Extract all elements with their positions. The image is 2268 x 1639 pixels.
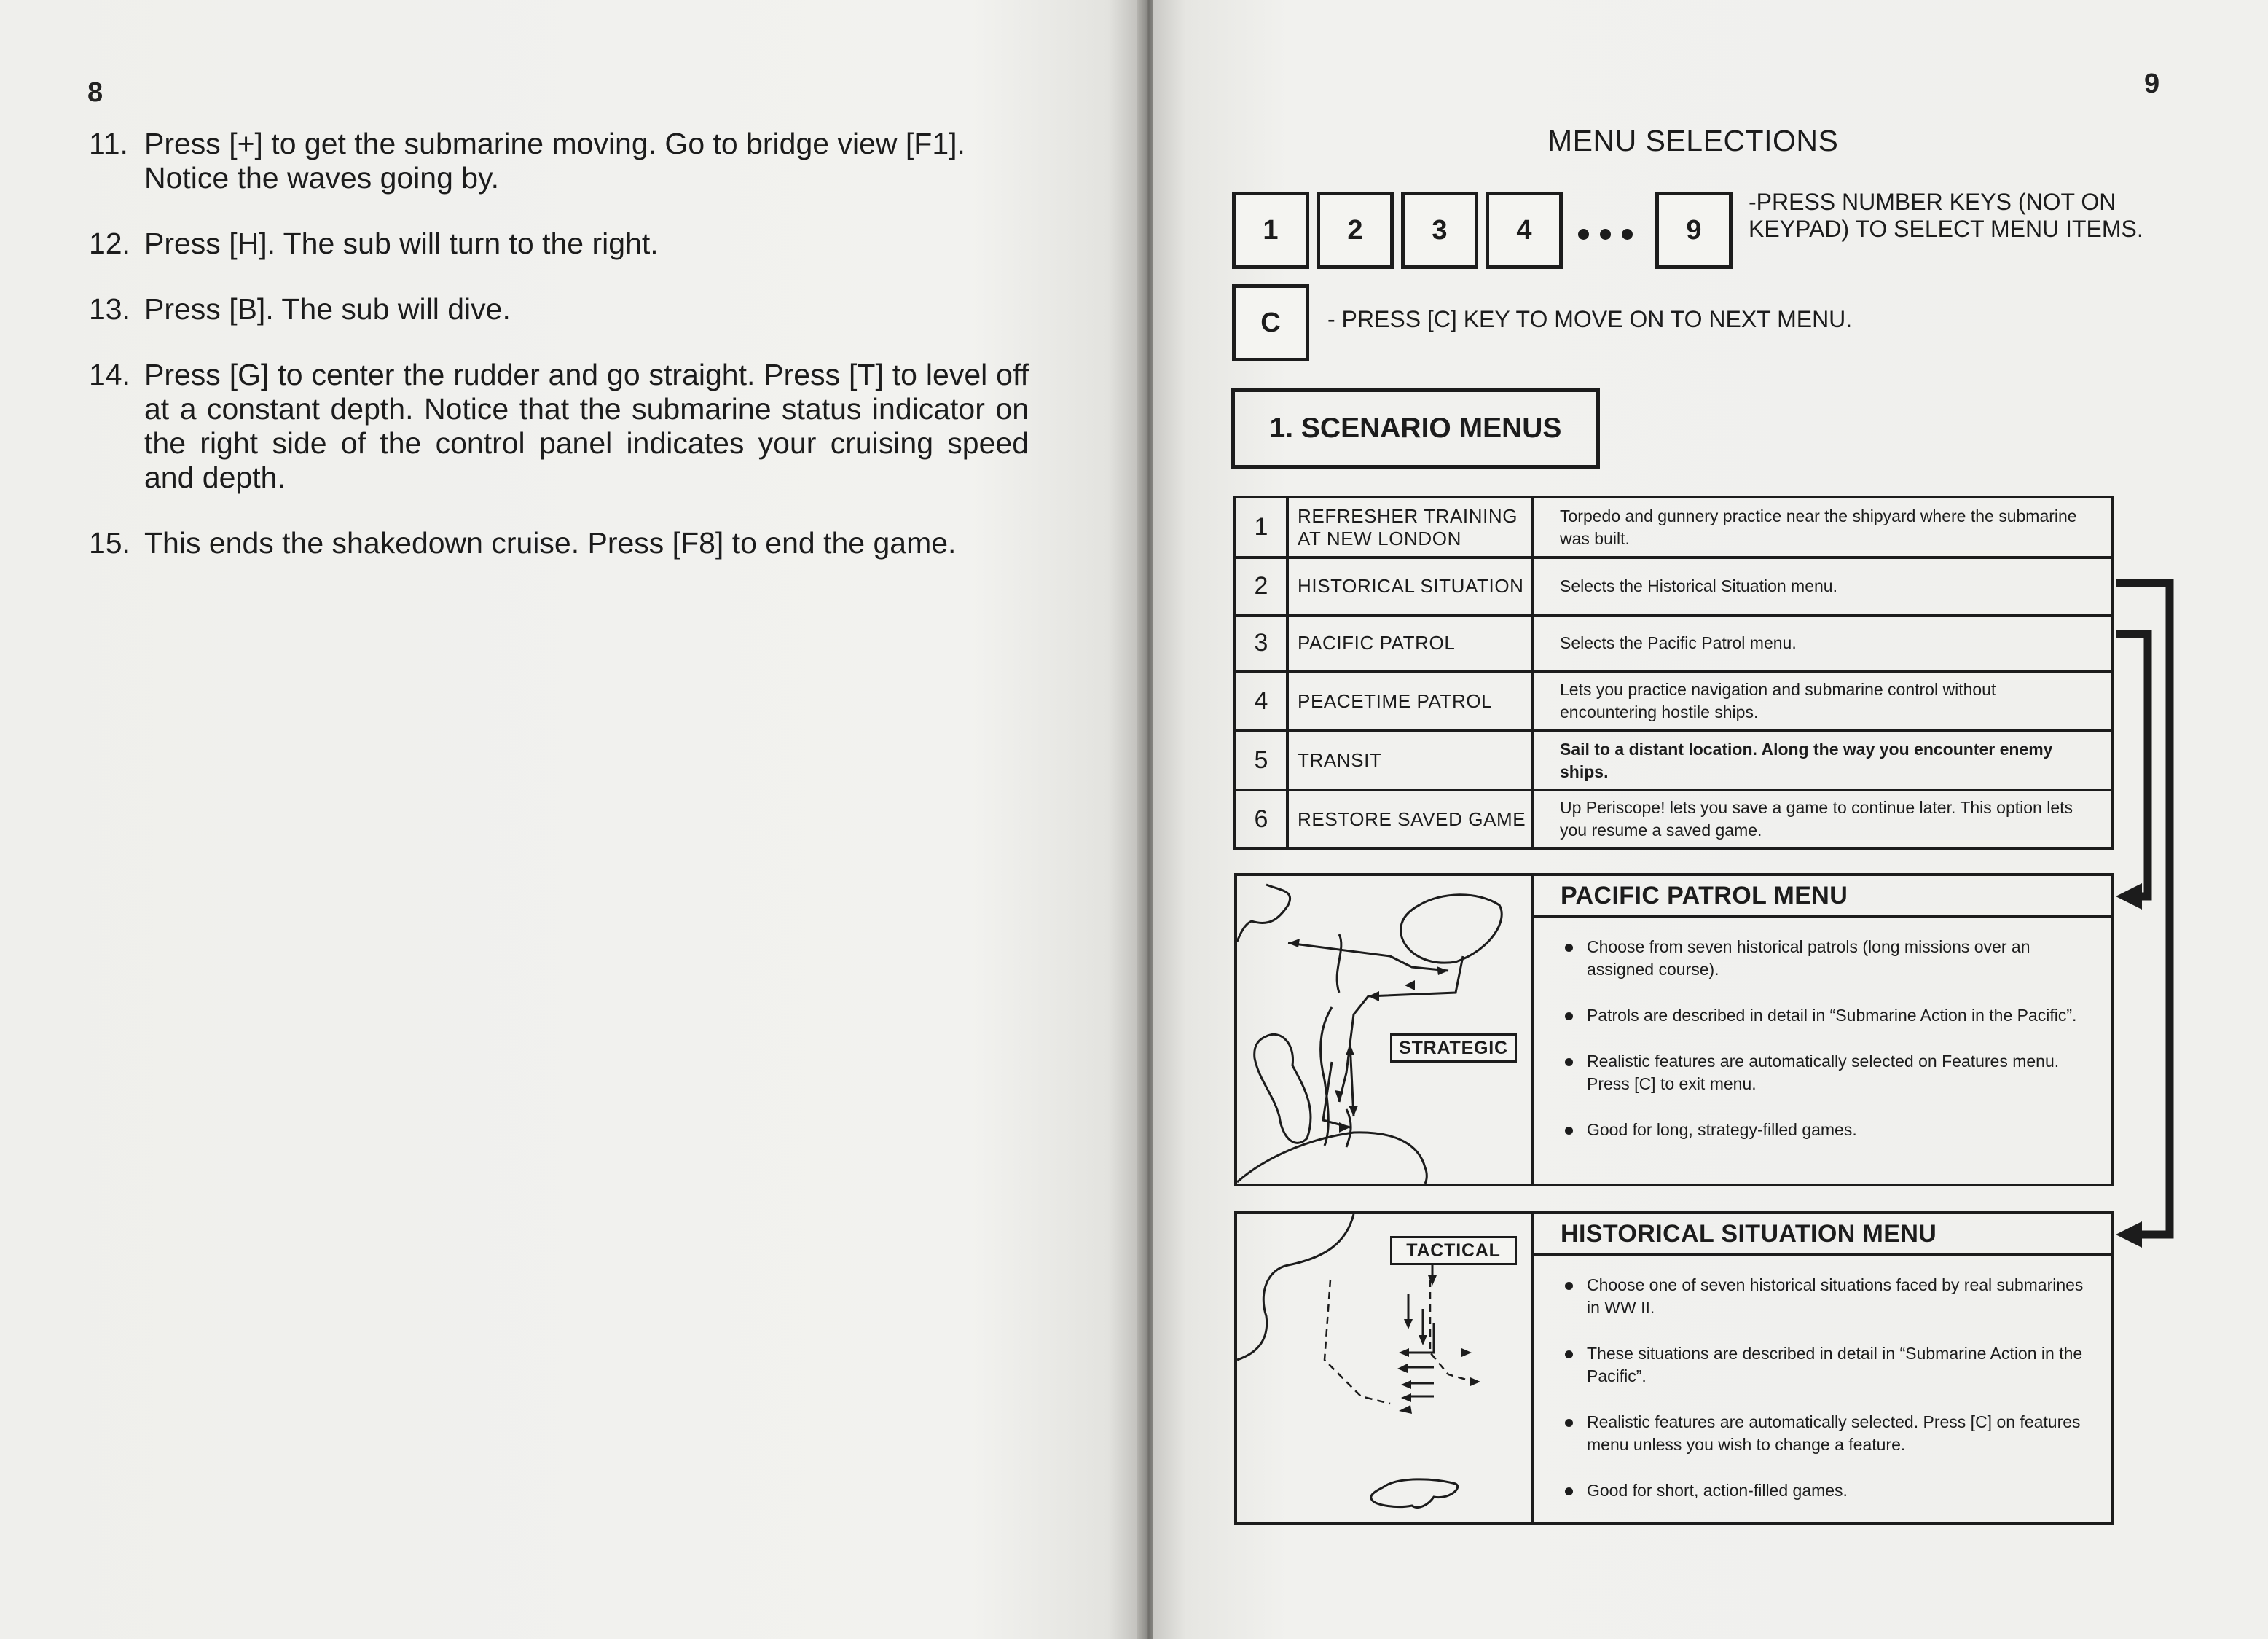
scenario-description: Lets you practice navigation and submarine control without encountering hostile ships.	[1560, 680, 1996, 721]
arrowhead-pacific-icon	[2116, 883, 2142, 910]
list-item: Patrols are described in detail in “Submarine Action in the Pacific”.	[1562, 1004, 2097, 1027]
list-item: Good for long, strategy-filled games.	[1562, 1119, 2097, 1141]
connector-line-pacific	[2116, 634, 2148, 896]
scenario-name: RESTORE SAVED GAME	[1289, 791, 1534, 847]
key-1: 1	[1232, 192, 1309, 269]
scenario-number: 5	[1236, 732, 1289, 789]
step-text: This ends the shakedown cruise. Press [F8] to end the game.	[144, 526, 957, 560]
scenario-menus-heading: 1. SCENARIO MENUS	[1231, 388, 1600, 469]
list-item: Realistic features are automatically selected. Press [C] on features menu unless you wish to change a feature.	[1562, 1411, 2097, 1456]
pacific-patrol-title: PACIFIC PATROL MENU	[1534, 876, 2111, 918]
scenario-description: Up Periscope! lets you save a game to continue later. This option lets you resume a saved game.	[1560, 798, 2073, 840]
step-number: 15.	[89, 526, 130, 560]
step-number: 14.	[89, 358, 130, 391]
step-text: Press [H]. The sub will turn to the right.	[144, 227, 659, 260]
scenario-number: 4	[1236, 673, 1289, 729]
step-text: Press [G] to center the rudder and go straight. Press [T] to level off at a constant depth. Notice that the submarine status indicator on the right side of the control panel indicates your cruising speed and depth.	[144, 358, 1029, 494]
key-2: 2	[1317, 192, 1394, 269]
scenario-name: PEACETIME PATROL	[1289, 673, 1534, 729]
list-item: These situations are described in detail in “Submarine Action in the Pacific”.	[1562, 1342, 2097, 1388]
tactical-label: TACTICAL	[1390, 1236, 1517, 1265]
list-item: Realistic features are automatically selected on Features menu. Press [C] to exit menu.	[1562, 1050, 2097, 1095]
page-number-left: 8	[87, 77, 103, 108]
c-key-note: - PRESS [C] KEY TO MOVE ON TO NEXT MENU.	[1327, 306, 1853, 332]
scenario-number: 1	[1236, 498, 1289, 556]
scenario-description: Selects the Historical Situation menu.	[1560, 576, 1837, 595]
number-keys-note: -PRESS NUMBER KEYS (NOT ON KEYPAD) TO SELECT MENU ITEMS.	[1749, 189, 2143, 242]
scenario-description: Torpedo and gunnery practice near the shipyard where the submarine was built.	[1560, 506, 2077, 548]
scenario-name: PACIFIC PATROL	[1289, 617, 1534, 670]
historical-situation-title: HISTORICAL SITUATION MENU	[1534, 1214, 2111, 1256]
key-9: 9	[1655, 192, 1733, 269]
scenario-number: 2	[1236, 559, 1289, 614]
scenario-description: Sail to a distant location. Along the way you encounter enemy ships.	[1560, 739, 2053, 781]
scenario-name: HISTORICAL SITUATION	[1289, 559, 1534, 614]
key-4: 4	[1486, 192, 1563, 269]
step-number: 12.	[89, 227, 130, 260]
step-text: Press [+] to get the submarine moving. Go to bridge view [F1]. Notice the waves going by.	[144, 127, 965, 195]
connector-line-historical	[2116, 583, 2170, 1235]
key-3: 3	[1401, 192, 1478, 269]
scenario-number: 3	[1236, 617, 1289, 670]
list-item: Good for short, action-filled games.	[1562, 1479, 2097, 1502]
step-number: 13.	[89, 292, 130, 326]
step-number: 11.	[89, 127, 128, 160]
scenario-name: TRANSIT	[1289, 732, 1534, 789]
scenario-name: REFRESHER TRAINING AT NEW LONDON	[1289, 498, 1534, 556]
step-text: Press [B]. The sub will dive.	[144, 292, 511, 326]
strategic-label: STRATEGIC	[1390, 1033, 1517, 1063]
key-c: C	[1232, 284, 1309, 361]
menu-selections-title: MENU SELECTIONS	[1547, 124, 1839, 157]
list-item: Choose from seven historical patrols (long missions over an assigned course).	[1562, 936, 2097, 981]
scenario-description: Selects the Pacific Patrol menu.	[1560, 633, 1797, 652]
page-number-right: 9	[2144, 69, 2160, 99]
arrowhead-historical-icon	[2116, 1221, 2142, 1248]
list-item: Choose one of seven historical situations faced by real submarines in WW II.	[1562, 1274, 2097, 1319]
scenario-number: 6	[1236, 791, 1289, 847]
